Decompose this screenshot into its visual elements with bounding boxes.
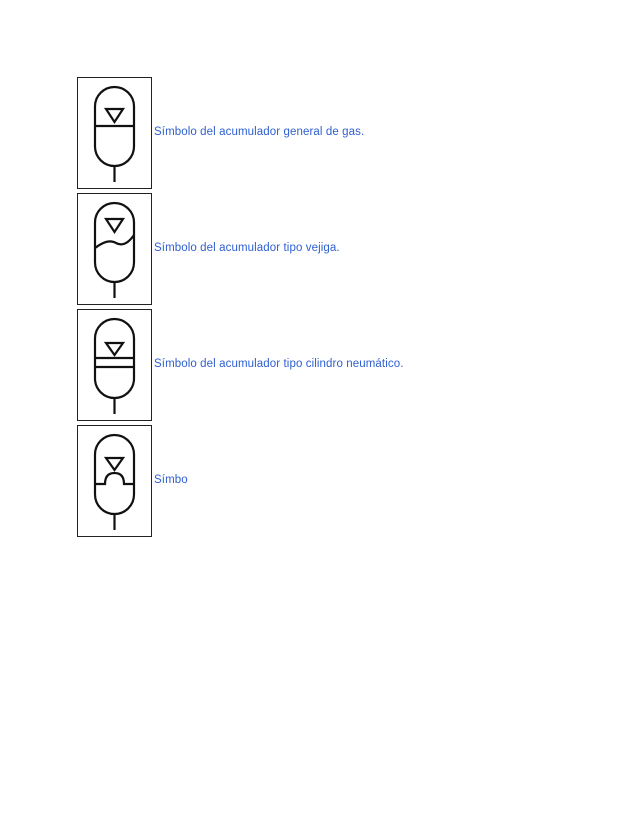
symbol-entry-gas	[77, 77, 617, 191]
symbol-entry-diaphragm	[77, 425, 617, 539]
symbol-caption: Símbo	[154, 474, 188, 486]
piston-accumulator-symbol-icon	[78, 310, 151, 420]
symbol-frame	[77, 425, 152, 537]
symbol-frame	[77, 309, 152, 421]
symbol-frame	[77, 77, 152, 189]
diaphragm-accumulator-symbol-icon	[78, 426, 151, 536]
bladder-accumulator-symbol-icon	[78, 194, 151, 304]
symbol-entry-bladder	[77, 193, 617, 307]
symbol-caption: Símbolo del acumulador tipo vejiga.	[154, 242, 340, 254]
symbol-entry-piston	[77, 309, 617, 423]
gas-accumulator-symbol-icon	[78, 78, 151, 188]
symbol-caption: Símbolo del acumulador tipo cilindro neumático.	[154, 358, 404, 370]
symbol-frame	[77, 193, 152, 305]
symbol-caption: Símbolo del acumulador general de gas.	[154, 126, 365, 138]
